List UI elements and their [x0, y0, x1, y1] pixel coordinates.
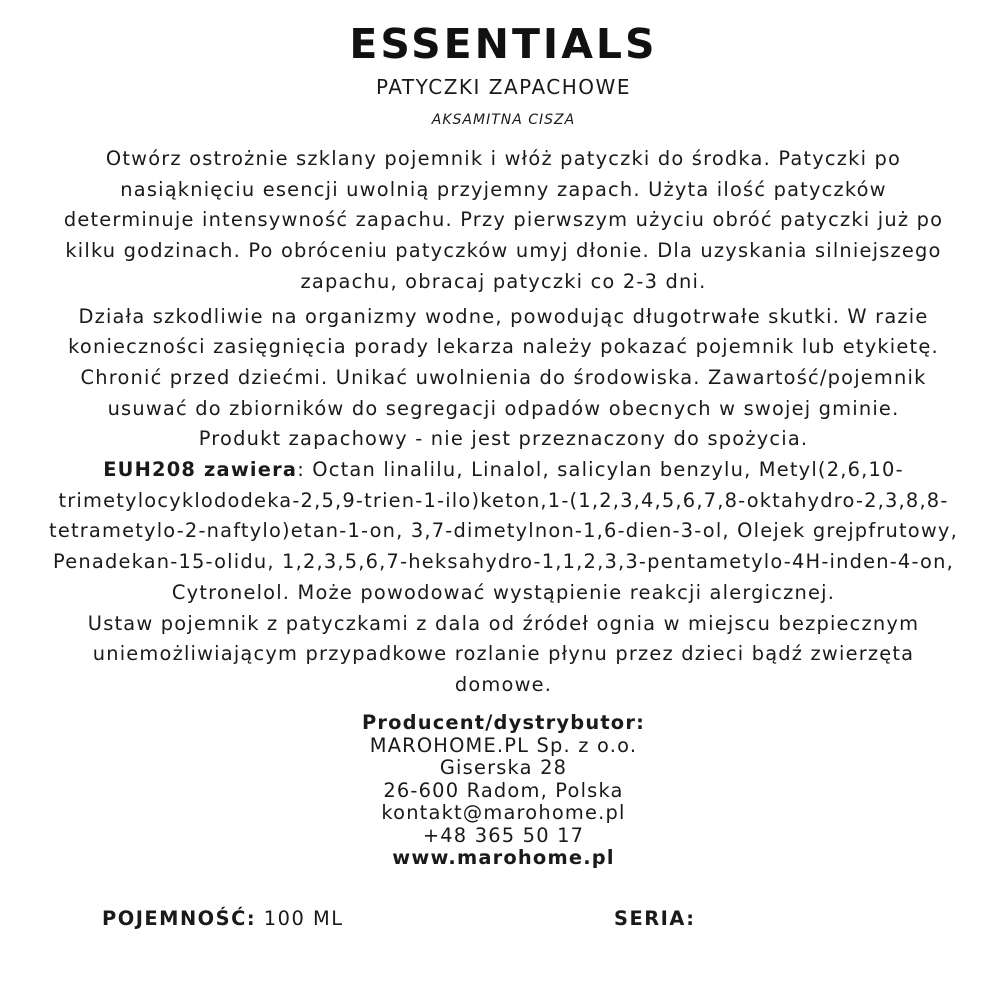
producer-block: [0, 712, 1007, 870]
series: [614, 904, 695, 934]
series-label: SERIA:: [614, 907, 696, 930]
brand-title: ESSENTIALS: [349, 20, 658, 68]
allergens-line: Penadekan-15-olidu, 1,2,3,5,6,7-heksahydro-1,1,2,3,3-pentametylo-4H-inden-4-on,: [53, 550, 954, 574]
producer-website: www.marohome.pl: [392, 846, 615, 869]
instructions-line: kilku godzinach. Po obróceniu patyczków umyj dłonie. Dla uzyskania silniejszego: [65, 239, 942, 263]
instructions-line: Otwórz ostrożnie szklany pojemnik i włóż patyczki do środka. Patyczki po: [105, 147, 902, 170]
safety-paragraph: [0, 609, 1007, 701]
fragrance-variant: AKSAMITNA CISZA: [431, 112, 576, 128]
producer-email: kontakt@marohome.pl: [381, 801, 626, 824]
product-type: PATYCZKI ZAPACHOWE: [376, 75, 631, 99]
safety-line: Ustaw pojemnik z patyczkami z dala od źródeł ognia w miejscu bezpiecznym: [87, 611, 920, 635]
producer-city: 26-600 Radom, Polska: [383, 778, 624, 802]
warning-line: Chronić przed dziećmi. Unikać uwolnienia do środowiska. Zawartość/pojemnik: [80, 365, 927, 389]
instructions-line: zapachu, obracaj patyczki co 2-3 dni.: [300, 269, 707, 293]
capacity: [102, 904, 344, 934]
warning-line: Działa szkodliwie na organizmy wodne, powodując długotrwałe skutki. W razie: [78, 304, 929, 328]
allergens-first-line: [18, 455, 989, 486]
capacity-label: POJEMNOŚĆ:: [102, 907, 257, 930]
allergens-label: EUH208 zawiera: [103, 458, 298, 482]
safety-line: uniemożliwiającym przypadkowe rozlanie płynu przez dzieci bądź zwierzęta: [92, 642, 915, 666]
warning-line: usuwać do zbiorników do segregacji odpadów obecnych w swojej gminie.: [107, 396, 900, 420]
allergens-line: Cytronelol. Może powodować wystąpienie reakcji alergicznej.: [171, 580, 836, 604]
allergens-line: tetrametylo-2-naftylo)etan-1-on, 3,7-dimetylnon-1,6-dien-3-ol, Olejek grejpfrutowy,: [49, 519, 958, 543]
warning-line: Produkt zapachowy - nie jest przeznaczony do spożycia.: [198, 427, 809, 451]
producer-phone: +48 365 50 17: [422, 823, 585, 847]
instructions-line: determinuje intensywność zapachu. Przy pierwszym użyciu obróć patyczki już po: [63, 208, 944, 232]
allergens-first-text: : Octan linalilu, Linalol, salicylan benzylu, Metyl(2,6,10-: [297, 458, 904, 482]
label-footer: [0, 904, 1007, 934]
producer-street: Giserska 28: [439, 756, 568, 779]
producer-company: MAROHOME.PL Sp. z o.o.: [369, 733, 638, 757]
warnings-paragraph: [0, 302, 1007, 456]
instructions-paragraph: [0, 144, 1007, 298]
allergens-line: trimetylocyklododeka-2,5,9-trien-1-ilo)keton,1-(1,2,3,4,5,6,7,8-oktahydro-2,3,8,8-: [58, 488, 949, 512]
capacity-value: 100 ML: [256, 907, 344, 930]
producer-heading: Producent/dystrybutor:: [361, 711, 646, 734]
warning-line: konieczności zasięgnięcia porady lekarza należy pokazać pojemnik lub etykietę.: [68, 335, 939, 359]
allergens-paragraph: [0, 455, 1007, 609]
label-body: [0, 144, 1007, 701]
safety-line: domowe.: [454, 672, 553, 696]
instructions-line: nasiąknięciu esencji uwolnią przyjemny zapach. Użyta ilość patyczków: [120, 177, 887, 201]
